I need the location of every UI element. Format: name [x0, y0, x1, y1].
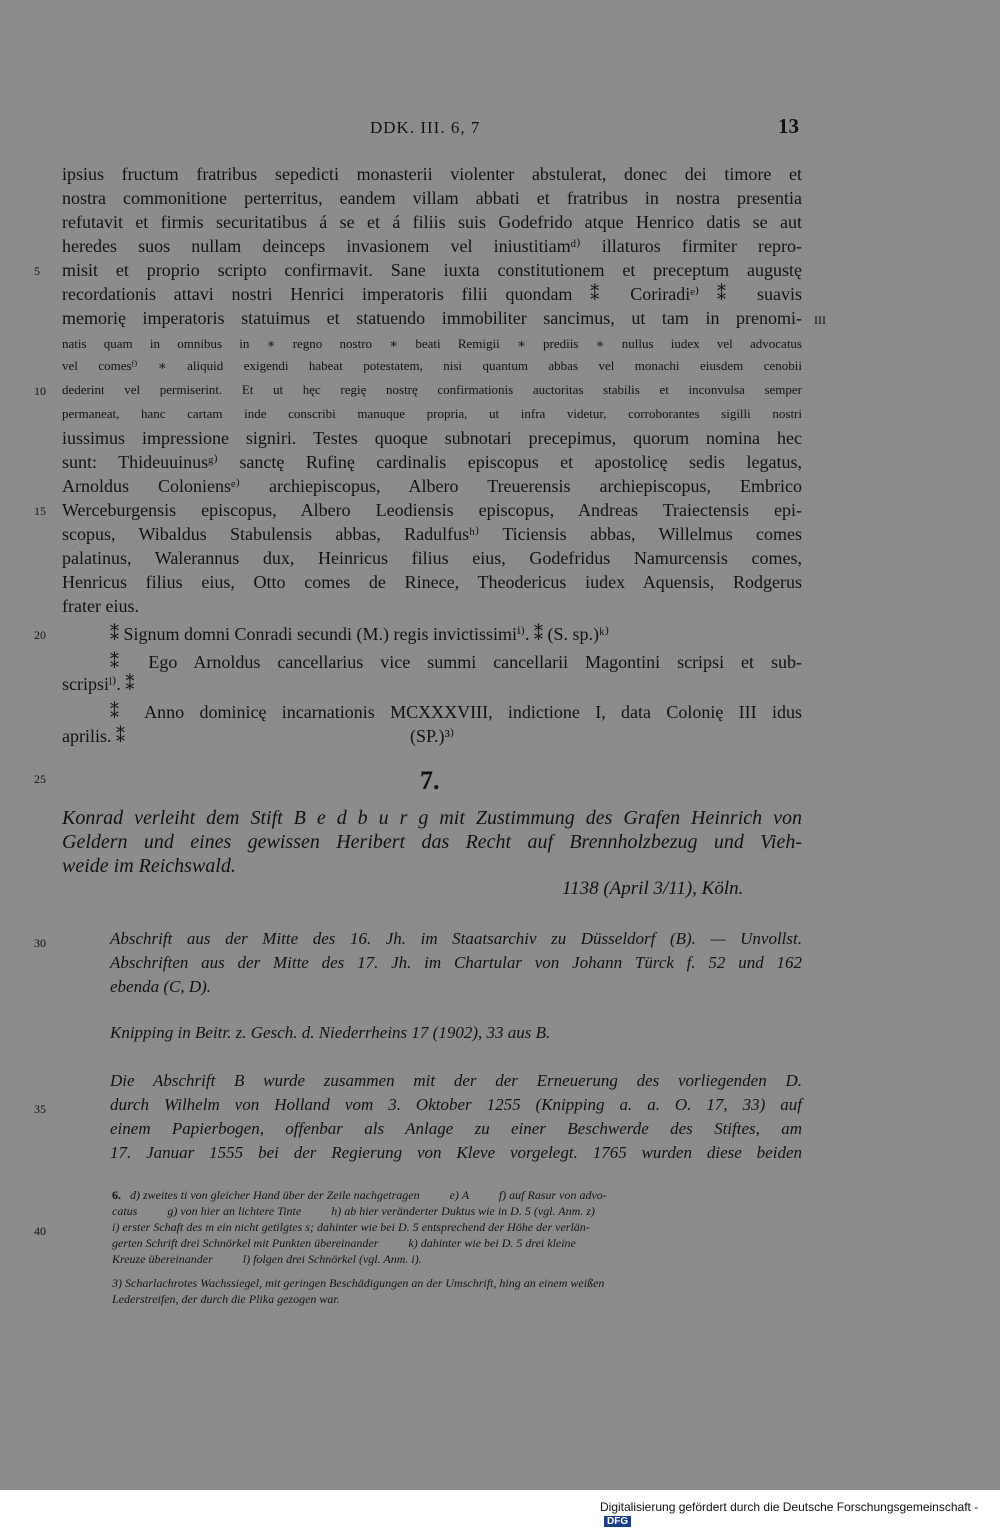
line-number: 20 — [34, 628, 46, 642]
notes-label: 6. — [112, 1188, 121, 1202]
document-number: 7. — [420, 766, 440, 795]
regest-line: Geldern und eines gewissen Heribert das Recht auf Brennholzbezug und Vieh- — [62, 831, 802, 853]
body-line: natis quam in omnibus in ∗ regno nostro ∗ beati Remigii ∗ prediis ∗ nullus iudex vel advocatus — [62, 336, 802, 351]
line-number: 15 — [34, 504, 46, 518]
line-number: 25 — [34, 772, 46, 786]
line-number: 35 — [34, 1102, 46, 1116]
body-line: Werceburgensis episcopus, Albero Leodiensis episcopus, Andreas Traiectensis epi- — [62, 500, 802, 520]
dfg-logo: DFG — [604, 1516, 631, 1527]
body-line: frater eius. — [62, 596, 139, 616]
regest-line: Konrad verleiht dem Stift B e d b u r g mit Zustimmung des Grafen Heinrich von — [62, 807, 802, 829]
body-line: sunt: Thideuuinusᵍ⁾ sanctę Rufinę cardinalis episcopus et apostolicę sedis legatus, — [62, 452, 802, 472]
footer-credit — [600, 1500, 1000, 1528]
note-line: i) erster Schaft des m ein nicht getilgtes s; dahinter wie bei D. 5 entsprechend der Höhe der verlän- — [112, 1220, 590, 1234]
body-line: vel comesᶠ⁾ ∗ aliquid exigendi habeat potestatem, nisi quantum abbas vel monachi eiusdem cenobii — [62, 358, 802, 373]
margin-note: III — [814, 313, 826, 327]
edition-line: Knipping in Beitr. z. Gesch. d. Niederrheins 17 (1902), 33 aus B. — [110, 1023, 551, 1042]
note-line: d) zweites ti von gleicher Hand über der Zeile nachgetragen e) A f) auf Rasur von advo- — [130, 1188, 607, 1202]
body-line: iussimus impressione signiri. Testes quoque subnotari precepimus, quorum nomina hec — [62, 428, 802, 448]
tradition-line: ebenda (C, D). — [110, 977, 212, 996]
seal-note-line: Lederstreifen, der durch die Plika gezogen war. — [112, 1292, 340, 1306]
body-line: recordationis attavi nostri Henrici imperatoris filii quondam ⁑ Coriradiᵉ⁾ ⁑ suavis — [62, 284, 802, 304]
footer-text: Digitalisierung gefördert durch die Deutsche Forschungsgemeinschaft - — [600, 1500, 979, 1514]
body-line: Henricus filius eius, Otto comes de Rinece, Theodericus iudex Aquensis, Rodgerus — [62, 572, 802, 592]
line-number: 30 — [34, 936, 46, 950]
seal-mark: (SP.)³⁾ — [410, 726, 455, 746]
date-place: 1138 (April 3/11), Köln. — [562, 878, 744, 899]
regest-line: weide im Reichswald. — [62, 855, 236, 877]
tradition-line: Abschrift aus der Mitte des 16. Jh. im Staatsarchiv zu Düsseldorf (B). — Unvollst. — [110, 929, 802, 948]
anno-line: ⁑ Anno dominicę incarnationis MCXXXVIII, indictione I, data Colonię III idus — [110, 702, 802, 722]
signum-line: ⁑ Signum domni Conradi secundi (M.) regis invictissimiⁱ⁾. ⁑ (S. sp.)ᵏ⁾ — [110, 624, 610, 644]
body-line: memorię imperatoris statuimus et statuendo immobiliter sancimus, ut tam in prenomi- — [62, 308, 802, 328]
ego-line: scripsiˡ⁾. ⁑ — [62, 674, 135, 694]
body-line: palatinus, Walerannus dux, Heinricus filius eius, Godefridus Namurcensis comes, — [62, 548, 802, 568]
seal-note-line: 3) Scharlachrotes Wachssiegel, mit geringen Beschädigungen an der Umschrift, hing an einem weißen — [112, 1276, 605, 1290]
ego-line: ⁑ Ego Arnoldus cancellarius vice summi cancellarii Magontini scripsi et sub- — [110, 652, 802, 672]
body-line: refutavit et firmis securitatibus á se et á filiis suis Godefrido atque Henrico datis se aut — [62, 212, 802, 232]
running-header: DDK. III. 6, 7 — [370, 118, 481, 137]
line-number: 40 — [34, 1224, 46, 1238]
body-line: Arnoldus Coloniensᵉ⁾ archiepiscopus, Albero Treuerensis archiepiscopus, Embrico — [62, 476, 802, 496]
line-number: 5 — [34, 264, 40, 278]
body-line: ipsius fructum fratribus sepedicti monasterii violenter abstulerat, donec dei timore et — [62, 164, 802, 184]
commentary-line: einem Papierbogen, offenbar als Anlage zu einer Beschwerde des Stiftes, am — [110, 1119, 802, 1138]
body-line: nostra commonitione perterritus, eandem villam abbati et fratribus in nostra presentia — [62, 188, 802, 208]
commentary-line: 17. Januar 1555 bei der Regierung von Kleve vorgelegt. 1765 wurden diese beiden — [110, 1143, 802, 1162]
body-line: dederint vel permiserint. Et ut hęc regię nostrę confirmationis auctoritas stabilis et inconvulsa semper — [62, 382, 802, 397]
body-line: heredes suos nullam deinceps invasionem vel iniustitiamᵈ⁾ illaturos firmiter repro- — [62, 236, 802, 256]
commentary-line: Die Abschrift B wurde zusammen mit der der Erneuerung des vorliegenden D. — [110, 1071, 802, 1090]
note-line: gerten Schrift drei Schnörkel mit Punkten übereinander k) dahinter wie bei D. 5 drei kleine — [112, 1236, 576, 1250]
line-number: 10 — [34, 384, 46, 398]
note-line: catus g) von hier an lichtere Tinte h) ab hier veränderter Duktus wie in D. 5 (vgl. Anm. z) — [112, 1204, 595, 1218]
anno-line: aprilis. ⁑ — [62, 726, 125, 746]
body-line: permaneat, hanc cartam inde conscribi manuque propria, ut infra videtur, corroborantes sigilli nostri — [62, 406, 802, 421]
body-line: scopus, Wibaldus Stabulensis abbas, Radulfusʰ⁾ Ticiensis abbas, Willelmus comes — [62, 524, 802, 544]
page-number: 13 — [778, 114, 799, 138]
tradition-line: Abschriften aus der Mitte des 17. Jh. im Chartular von Johann Türck f. 52 und 162 — [110, 953, 802, 972]
body-line: misit et proprio scripto confirmavit. Sane iuxta constitutionem et preceptum augustę — [62, 260, 802, 280]
note-line: Kreuze übereinander l) folgen drei Schnörkel (vgl. Anm. i). — [112, 1252, 422, 1266]
commentary-line: durch Wilhelm von Holland vom 3. Oktober 1255 (Knipping a. a. O. 17, 33) auf — [110, 1095, 802, 1114]
